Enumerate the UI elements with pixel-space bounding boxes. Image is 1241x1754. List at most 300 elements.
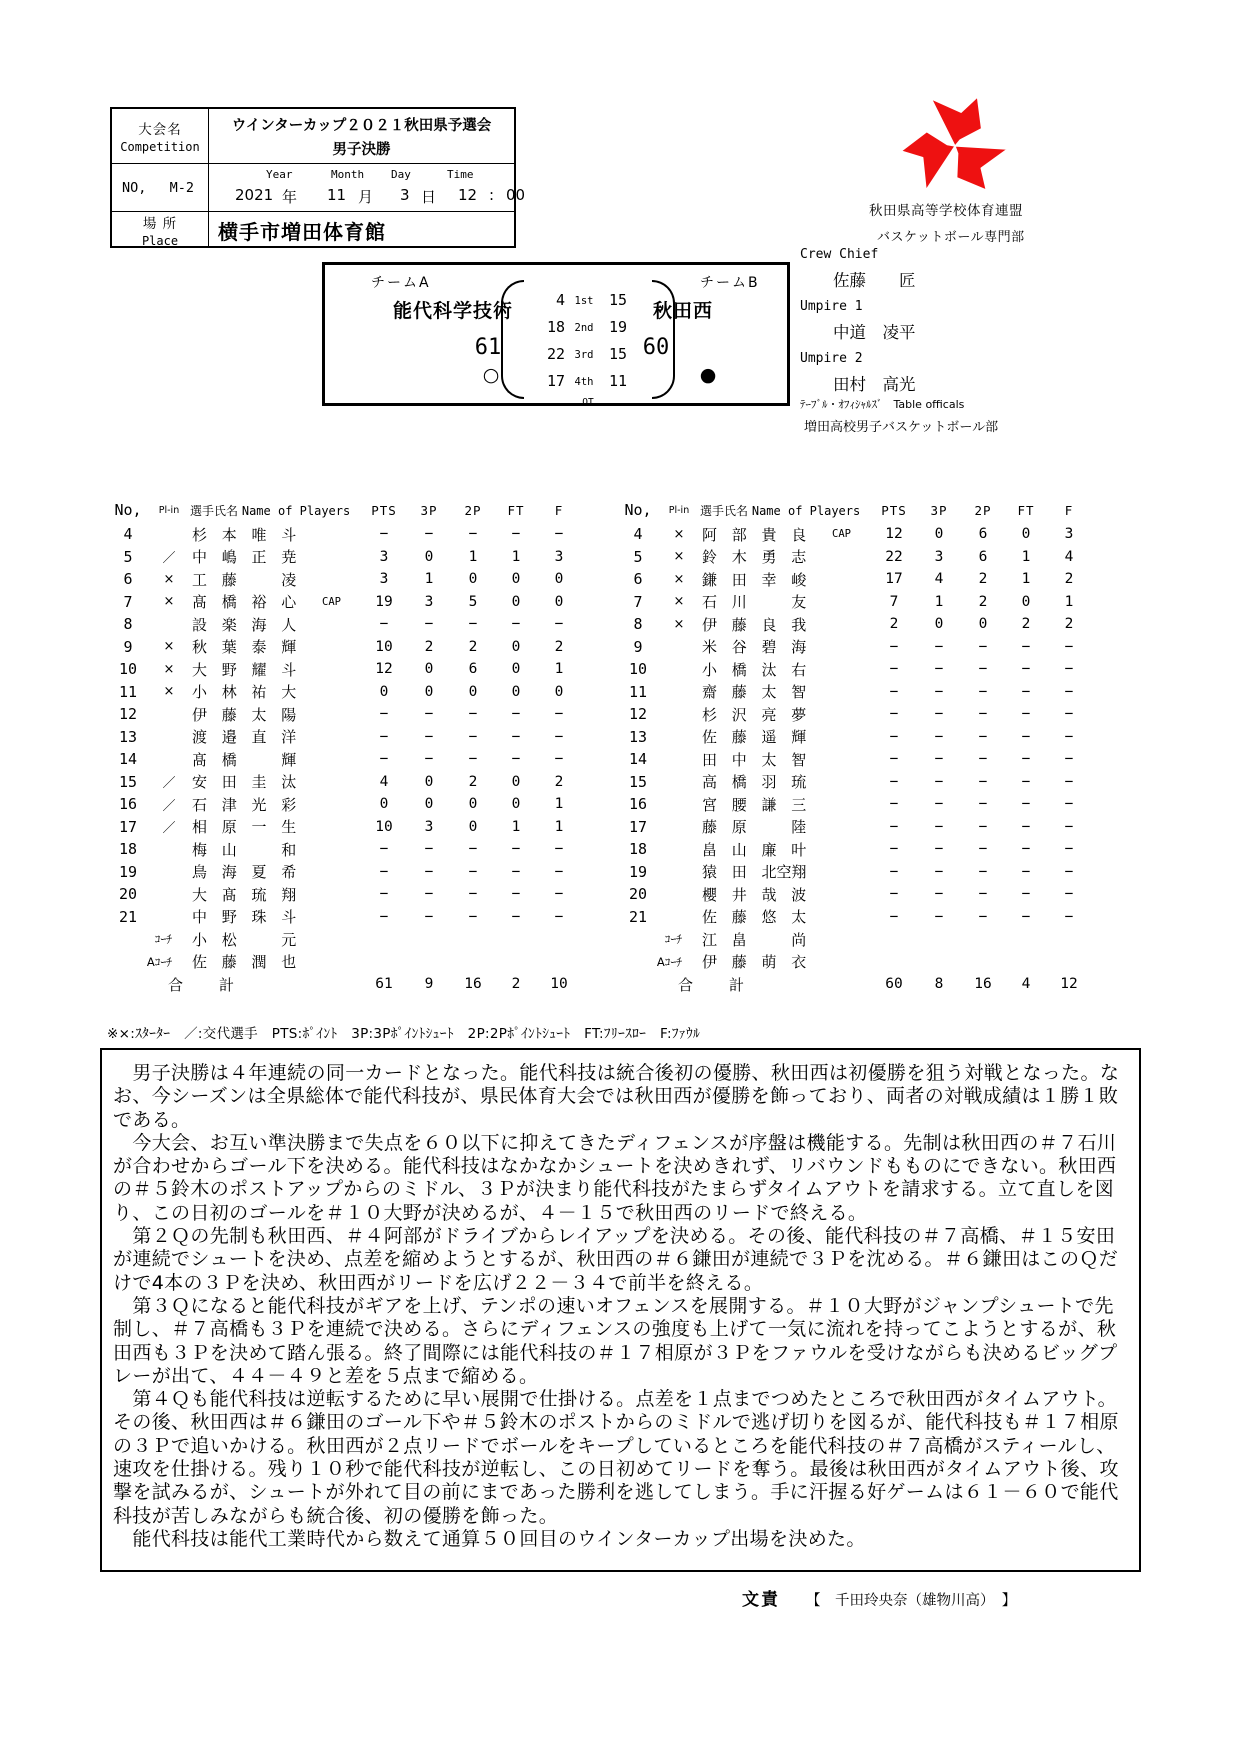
player-3p: − (934, 818, 944, 835)
team-a-name: 能代科学技術 (392, 300, 513, 322)
player-3p: − (934, 773, 944, 790)
report-paragraph: 今大会、お互い準決勝まで失点を６０以下に抑えてきたディフェンスが序盤は機能する。先制は秋田西の＃７石川が合わせからゴール下を決める。能代科技はなかなかシュートを決めきれず、リバウンドもものにできない。秋田西の＃５鈴木のポストアップからのミドル、３Ｐが決まり能代科技がたまらずタイムアウトを請求する。立て直しを図り、この日初のゴールを＃１０大野が決めるが、４－１５で秋田西のリードで終える。 (113, 1131, 1117, 1224)
player-f: 3 (554, 548, 564, 565)
player-3p: − (934, 863, 944, 880)
player-name: 梅 山 和 (192, 840, 297, 859)
player-f: 0 (554, 593, 564, 610)
player-name: 米 谷 碧 海 (702, 638, 807, 657)
quarter-bracket-left (501, 280, 524, 399)
player-f: 1 (554, 661, 564, 678)
player-name: 相 原 一 生 (192, 818, 297, 837)
total-2p: 16 (974, 976, 992, 993)
player-number: 18 (628, 840, 648, 859)
player-2p: − (468, 863, 478, 880)
player-2p: 0 (978, 616, 988, 633)
player-f: − (1064, 863, 1074, 880)
player-pts: 3 (379, 571, 389, 588)
umpire1-name: 中道 凌平 (833, 323, 916, 342)
player-number: 20 (118, 885, 138, 904)
player-pts: − (889, 863, 899, 880)
player-2p: − (978, 751, 988, 768)
player-ft: − (1021, 728, 1031, 745)
month-label: Month (331, 168, 365, 181)
player-number: 16 (118, 795, 138, 814)
player-row (618, 726, 1092, 749)
player-3p: 0 (934, 616, 944, 633)
player-3p: − (424, 863, 434, 880)
player-pts: 2 (889, 616, 899, 633)
player-starter-mark: × (673, 549, 685, 565)
player-f: − (554, 841, 564, 858)
team-b-rows (618, 523, 1092, 996)
player-starter-mark: × (163, 639, 175, 655)
player-number: 7 (633, 592, 643, 611)
player-starter-mark: × (163, 571, 175, 587)
player-2p: 2 (468, 773, 478, 790)
player-row (618, 523, 1092, 546)
time-colon: : (489, 186, 495, 204)
player-3p: − (934, 796, 944, 813)
quarter-row (525, 313, 651, 340)
player-3p: − (934, 638, 944, 655)
player-3p: − (934, 706, 944, 723)
player-row (108, 613, 582, 636)
player-2p: 0 (468, 818, 478, 835)
coach-row (618, 928, 1092, 951)
total-row (618, 973, 1092, 996)
player-3p: 2 (424, 638, 434, 655)
game-date-cell (209, 164, 526, 212)
player-2p: − (468, 886, 478, 903)
quarter-score-a: 22 (546, 344, 565, 363)
competition-name-cell (209, 109, 514, 164)
team-a-score: 61 (474, 335, 502, 360)
player-pts: 3 (379, 548, 389, 565)
player-number: 8 (633, 615, 643, 634)
player-2p: 1 (468, 548, 478, 565)
credit-name: 【 千田玲央奈（雄物川高） 】 (806, 1593, 1017, 1609)
player-pts: − (889, 751, 899, 768)
player-2p: − (978, 683, 988, 700)
player-number: 12 (628, 705, 648, 724)
report-paragraph: 男子決勝は４年連続の同一カードとなった。能代科技は統合後初の優勝、秋田西は初優勝を狙う対戦となった。なお、今シーズンは全県総体で能代科技が、県民体育大会では秋田西が優勝を飾っており、両者の対戦成績は１勝１敗である。 (113, 1062, 1120, 1131)
player-number: 4 (123, 525, 133, 544)
player-ft: − (1021, 706, 1031, 723)
player-row (108, 726, 582, 749)
player-ft: 0 (511, 683, 521, 700)
report-paragraph: 第４Ｑも能代科技は逆転するために早い展開で仕掛ける。点差を１点までつめたところで秋田西がタイムアウト。その後、秋田西は＃６鎌田のゴール下や＃５鈴木のポストからのミドルで逃げ切りを図るが、能代科技も＃１７相原の３Ｐで追いかける。秋田西が２点リードでボールをキープしているところを能代科技の＃７高橋がスティールし、速攻を仕掛ける。残り１０秒で能代科技が逆転し、この日初めてリードを奪う。最後は秋田西がタイムアウト後、攻撃を試みるが、シュートが外れて目の前にまであった勝利を逃してしまう。手に汗握る好ゲームは６１－６０で能代科技が苦しみながらも統合後、初の優勝を飾った。 (113, 1388, 1119, 1527)
player-2p: 5 (468, 593, 478, 610)
coach-name: 佐 藤 潤 也 (192, 953, 297, 972)
quarter-row (525, 340, 651, 367)
col-f: F (554, 502, 564, 518)
player-number: 10 (118, 660, 138, 679)
player-pts: − (889, 728, 899, 745)
coach-label: Aｺｰﾁ (146, 954, 172, 969)
quarter-score-b: 11 (609, 371, 628, 390)
player-pts: − (379, 706, 389, 723)
player-number: 15 (628, 772, 648, 791)
player-f: − (1064, 706, 1074, 723)
player-number: 13 (118, 727, 138, 746)
player-row (618, 838, 1092, 861)
player-ft: − (511, 751, 521, 768)
player-row (618, 771, 1092, 794)
player-number: 9 (123, 637, 133, 656)
col-2p: 2P (464, 502, 482, 518)
player-row (108, 906, 582, 929)
box-score-header (108, 497, 582, 523)
player-starter-mark: × (673, 571, 685, 587)
player-pts: − (379, 908, 389, 925)
team-b-score: 60 (642, 335, 670, 360)
player-number: 8 (123, 615, 133, 634)
player-3p: 0 (424, 683, 434, 700)
player-f: 1 (554, 818, 564, 835)
player-number: 18 (118, 840, 138, 859)
player-pts: 12 (375, 661, 393, 678)
player-f: − (1064, 886, 1074, 903)
player-2p: − (468, 616, 478, 633)
player-name: 小 橋 汰 右 (702, 660, 807, 679)
player-pts: − (889, 908, 899, 925)
player-name: 杉 本 唯 斗 (192, 525, 297, 544)
player-3p: − (934, 886, 944, 903)
player-f: − (554, 706, 564, 723)
player-row (108, 523, 582, 546)
player-row (108, 793, 582, 816)
player-row (108, 636, 582, 659)
player-ft: 0 (511, 796, 521, 813)
player-ft: − (1021, 841, 1031, 858)
player-name: 佐 藤 遥 輝 (702, 728, 807, 747)
box-score-header (618, 497, 1092, 523)
player-pts: − (889, 706, 899, 723)
player-number: 21 (628, 907, 648, 926)
player-2p: − (468, 728, 478, 745)
player-pts: − (889, 886, 899, 903)
player-row (618, 658, 1092, 681)
player-row (108, 568, 582, 591)
player-3p: − (424, 616, 434, 633)
player-f: − (554, 526, 564, 543)
player-row (108, 748, 582, 771)
legend-note: ※×:ｽﾀｰﾀｰ ／:交代選手 PTS:ﾎﾟｲﾝﾄ 3P:3Pﾎﾟｲﾝﾄｼｭｰﾄ 2P:2Pﾎﾟｲﾝﾄｼｭｰﾄ FT:ﾌﾘｰｽﾛｰ F:ﾌｧｳﾙ (107, 1026, 701, 1042)
quarter-label: 4th (574, 375, 594, 388)
player-number: 4 (633, 525, 643, 544)
col-name (190, 502, 360, 519)
player-number: 17 (118, 817, 138, 836)
player-3p: − (424, 886, 434, 903)
player-name: 猿 田 北空翔 (702, 863, 807, 882)
player-name: 大 野 耀 斗 (192, 660, 297, 679)
player-3p: 0 (424, 548, 434, 565)
player-pts: − (889, 683, 899, 700)
game-number-label: NO, (122, 179, 147, 196)
place-value-cell (209, 212, 514, 248)
player-row (618, 748, 1092, 771)
player-number: 7 (123, 592, 133, 611)
total-label: 合 計 (168, 975, 237, 994)
box-score-team-a (108, 497, 582, 996)
total-2p: 16 (464, 976, 482, 993)
table-officials-name: 増田高校男子バスケットボール部 (804, 420, 999, 435)
player-ft: − (1021, 638, 1031, 655)
competition-label-cell (112, 109, 209, 164)
player-row (108, 883, 582, 906)
player-number: 16 (628, 795, 648, 814)
player-pts: 7 (889, 593, 899, 610)
player-starter-mark: × (163, 684, 175, 700)
player-pts: 0 (379, 796, 389, 813)
player-3p: − (424, 751, 434, 768)
crew-chief-name: 佐藤 匠 (833, 271, 916, 290)
col-plin: Pl-in (158, 504, 180, 516)
player-name: 藤 原 陸 (702, 818, 807, 837)
year-value: 2021 (235, 186, 274, 204)
player-row (618, 613, 1092, 636)
player-f: − (1064, 638, 1074, 655)
player-2p: − (468, 751, 478, 768)
player-pts: − (889, 661, 899, 678)
competition-round: 男子決勝 (332, 141, 391, 158)
player-3p: − (424, 706, 434, 723)
col-3p: 3P (420, 502, 438, 518)
player-row (618, 793, 1092, 816)
player-row (618, 906, 1092, 929)
player-ft: 0 (511, 638, 521, 655)
player-row (108, 681, 582, 704)
report-paragraph: 第３Ｑになると能代科技がギアを上げ、テンポの速いオフェンスを展開する。＃１０大野がジャンプシュートで先制し、＃７高橋も３Ｐを連続で決める。さらにディフェンスの強度も上げて一気に流れを持ってこようとするが、秋田西も３Ｐを決めて踏ん張る。終了間際には能代科技の＃１７相原が３Ｐをファウルを受けながらも決めるビッグプレーが出て、４４－４９と差を５点まで縮める。 (113, 1294, 1118, 1387)
box-score-team-b (618, 497, 1092, 996)
player-2p: 0 (468, 796, 478, 813)
total-pts: 61 (375, 976, 393, 993)
player-f: − (554, 616, 564, 633)
player-2p: − (978, 796, 988, 813)
col-no: No, (114, 501, 142, 519)
player-number: 10 (628, 660, 648, 679)
player-3p: − (934, 661, 944, 678)
player-f: − (554, 863, 564, 880)
player-f: − (1064, 751, 1074, 768)
player-f: − (554, 728, 564, 745)
player-3p: 3 (424, 593, 434, 610)
player-3p: − (424, 728, 434, 745)
player-pts: 4 (379, 773, 389, 790)
game-number-value: M-2 (169, 179, 194, 196)
organization-name: 秋田県高等学校体育連盟 (869, 203, 1023, 219)
player-starter-mark: ／ (162, 551, 176, 567)
quarter-score-a: 17 (546, 371, 565, 390)
player-ft: − (511, 841, 521, 858)
place-label-cell (112, 212, 209, 248)
col-name (700, 502, 870, 519)
time-minute: 00 (506, 186, 526, 204)
player-pts: − (889, 841, 899, 858)
player-name: 鳥 海 夏 希 (192, 863, 297, 882)
team-a-label: チームA (371, 275, 431, 291)
player-3p: 1 (424, 571, 434, 588)
player-2p: 2 (978, 593, 988, 610)
player-f: − (1064, 661, 1074, 678)
player-f: − (1064, 841, 1074, 858)
player-number: 17 (628, 817, 648, 836)
player-pts: 10 (375, 638, 393, 655)
player-f: − (1064, 683, 1074, 700)
player-row (618, 568, 1092, 591)
player-ft: 1 (511, 548, 521, 565)
month-value: 11 (327, 186, 347, 204)
col-plin: Pl-in (668, 504, 690, 516)
player-3p: − (424, 526, 434, 543)
team-b-loss-mark: ● (699, 364, 717, 386)
player-number: 19 (118, 862, 138, 881)
player-3p: − (424, 841, 434, 858)
player-number: 14 (628, 750, 648, 769)
player-number: 21 (118, 907, 138, 926)
federation-logo-icon (890, 95, 1020, 197)
footer-credit (742, 1585, 1016, 1610)
coach-label: Aｺｰﾁ (656, 954, 682, 969)
col-no: No, (624, 501, 652, 519)
player-3p: − (934, 908, 944, 925)
player-name: 中 嶋 正 尭 (192, 548, 297, 567)
player-f: − (1064, 908, 1074, 925)
total-3p: 9 (424, 976, 434, 993)
player-row (618, 636, 1092, 659)
quarter-scores (525, 286, 651, 408)
player-pts: − (889, 638, 899, 655)
player-row (618, 816, 1092, 839)
player-row (618, 861, 1092, 884)
game-report-box (100, 1048, 1141, 1572)
competition-label-en: Competition (120, 140, 200, 154)
header-info-table (110, 107, 526, 248)
player-row (108, 546, 582, 569)
team-b-name: 秋田西 (652, 300, 713, 322)
player-name: 工 藤 凌 (192, 570, 297, 589)
player-ft: 0 (511, 593, 521, 610)
player-number: 6 (633, 570, 643, 589)
player-ft: − (1021, 886, 1031, 903)
player-ft: 2 (1021, 616, 1031, 633)
player-ft: − (1021, 661, 1031, 678)
player-ft: − (511, 526, 521, 543)
player-ft: − (1021, 683, 1031, 700)
player-f: 4 (1064, 548, 1074, 565)
player-pts: 0 (379, 683, 389, 700)
team-b-label: チームB (700, 275, 760, 291)
time-hour: 12 (458, 186, 478, 204)
player-pts: 22 (885, 548, 903, 565)
player-name: 高 橋 羽 琉 (702, 773, 807, 792)
competition-name: ウインターカップ２０２１秋田県予選会 (231, 117, 492, 134)
player-name: 秋 葉 泰 輝 (192, 638, 297, 657)
player-3p: 0 (424, 773, 434, 790)
day-label: Day (391, 168, 411, 181)
quarter-label: 2nd (574, 321, 594, 334)
player-f: − (554, 908, 564, 925)
player-number: 19 (628, 862, 648, 881)
coach-row (108, 928, 582, 951)
player-3p: 0 (424, 661, 434, 678)
player-pts: − (379, 728, 389, 745)
col-name-en: Name of Players (241, 503, 351, 518)
player-starter-mark: ／ (162, 798, 176, 814)
player-2p: − (978, 818, 988, 835)
player-pts: − (379, 841, 389, 858)
player-number: 5 (633, 547, 643, 566)
player-ft: − (1021, 863, 1031, 880)
quarter-score-a: 4 (555, 290, 565, 309)
player-2p: − (978, 728, 988, 745)
player-starter-mark: × (673, 526, 685, 542)
player-number: 20 (628, 885, 648, 904)
col-pts: PTS (881, 502, 907, 518)
player-name: 宮 腰 謙 三 (702, 795, 807, 814)
col-ft: FT (507, 502, 525, 518)
player-row (618, 591, 1092, 614)
player-f: 2 (1064, 571, 1074, 588)
col-pts: PTS (371, 502, 397, 518)
player-ft: 1 (511, 818, 521, 835)
player-name: 大 髙 琉 翔 (192, 885, 297, 904)
day-unit: 日 (421, 188, 437, 206)
player-pts: 10 (375, 818, 393, 835)
player-f: 2 (1064, 616, 1074, 633)
player-row (108, 861, 582, 884)
player-pts: − (379, 863, 389, 880)
player-row (108, 591, 582, 614)
captain-mark: CAP (322, 595, 341, 608)
player-ft: − (511, 706, 521, 723)
player-ft: − (511, 728, 521, 745)
player-row (108, 703, 582, 726)
player-ft: − (511, 886, 521, 903)
player-ft: 0 (511, 661, 521, 678)
player-2p: − (978, 908, 988, 925)
player-row (108, 771, 582, 794)
coach-name: 小 松 元 (192, 930, 297, 949)
quarter-row (525, 367, 651, 394)
player-2p: 2 (468, 638, 478, 655)
player-name: 髙 橋 輝 (192, 750, 297, 769)
place-label-jp: 場 所 (142, 216, 178, 232)
player-2p: 6 (978, 526, 988, 543)
player-2p: − (978, 638, 988, 655)
time-label: Time (447, 168, 474, 181)
player-pts: 19 (375, 593, 393, 610)
player-2p: − (978, 661, 988, 678)
player-name: 齋 藤 太 智 (702, 683, 807, 702)
player-2p: 0 (468, 571, 478, 588)
player-ft: − (511, 908, 521, 925)
player-pts: 17 (885, 571, 903, 588)
total-ft: 4 (1021, 976, 1031, 993)
player-name: 石 津 光 彩 (192, 795, 297, 814)
player-name: 鈴 木 勇 志 (702, 548, 807, 567)
player-f: − (554, 886, 564, 903)
player-number: 11 (118, 682, 138, 701)
col-3p: 3P (930, 502, 948, 518)
col-name-jp: 選手氏名 (190, 503, 239, 518)
player-3p: − (424, 908, 434, 925)
col-2p: 2P (974, 502, 992, 518)
player-f: 2 (554, 638, 564, 655)
coach-name: 江 畠 尚 (702, 930, 807, 949)
player-name: 髙 橋 裕 心 (192, 593, 297, 612)
player-row (108, 658, 582, 681)
